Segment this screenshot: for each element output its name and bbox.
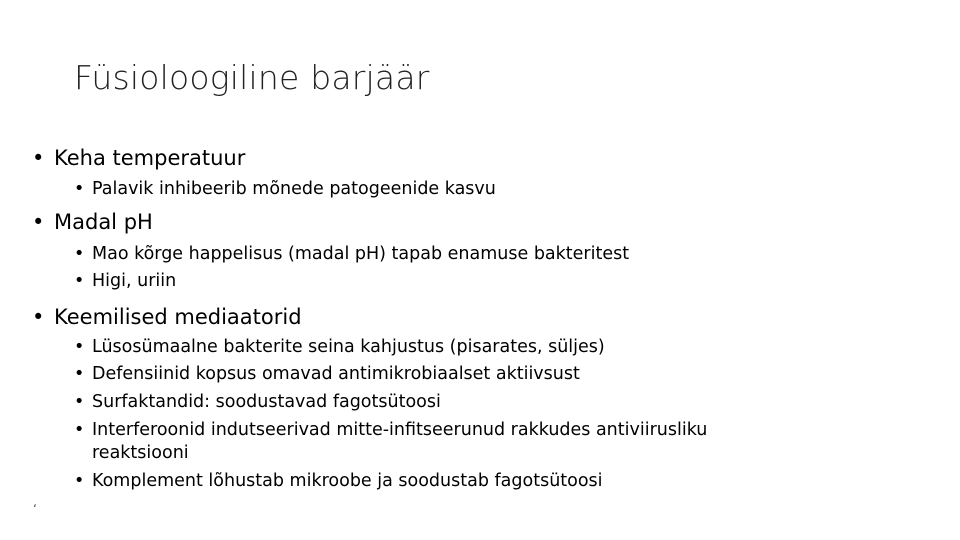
sub-bullet-text: Interferoonid indutseerivad mitte-infitseerunud rakkudes antiviirusliku: [92, 420, 708, 440]
bullet-keemilised-mediaatorid: [32, 305, 302, 329]
bullet-icon: •: [74, 337, 85, 357]
sub-bullet: [74, 337, 605, 357]
bullet-icon: •: [74, 420, 85, 440]
heading-text: Keha temperatuur: [54, 146, 246, 170]
heading-text: Keemilised mediaatorid: [54, 305, 302, 329]
bullet-icon: •: [32, 305, 45, 329]
bullet-icon: •: [32, 146, 45, 170]
sub-bullet-text: Lüsosümaalne bakterite seina kahjustus (pisarates, süljes): [92, 337, 605, 357]
bullet-icon: •: [74, 364, 85, 384]
sub-bullet: [74, 244, 629, 264]
sub-bullet-text: Mao kõrge happelisus (madal pH) tapab enamuse bakteritest: [92, 244, 630, 264]
sub-bullet-text: Surfaktandid: soodustavad fagotsütoosi: [92, 392, 441, 412]
bullet-icon: •: [74, 471, 85, 491]
bullet-keha-temperatuur: [32, 146, 245, 170]
sub-bullet: [74, 271, 176, 291]
sub-bullet: [74, 471, 603, 491]
sub-bullet-text: Defensiinid kopsus omavad antimikrobiaalset aktiivsust: [92, 364, 580, 384]
sub-bullet: [74, 364, 580, 384]
bullet-icon: •: [74, 179, 85, 199]
sub-bullet: [74, 420, 707, 440]
heading-text: Madal pH: [54, 210, 153, 234]
sub-bullet: [74, 179, 496, 199]
bullet-icon: •: [74, 271, 85, 291]
sub-bullet-text: Komplement lõhustab mikroobe ja soodustab fagotsütoosi: [92, 471, 603, 491]
bullet-icon: •: [74, 244, 85, 264]
sub-bullet: [74, 392, 441, 412]
sub-bullet-text: Higi, uriin: [92, 271, 177, 291]
sub-bullet-continuation: reaktsiooni: [92, 443, 189, 463]
bullet-icon: •: [32, 210, 45, 234]
sub-bullet-text: Palavik inhibeerib mõnede patogeenide kasvu: [92, 179, 496, 199]
stray-mark: ‘: [33, 502, 37, 516]
slide-title: Füsioloogiline barjäär: [74, 58, 430, 97]
bullet-icon: •: [74, 392, 85, 412]
bullet-madal-ph: [32, 210, 153, 234]
